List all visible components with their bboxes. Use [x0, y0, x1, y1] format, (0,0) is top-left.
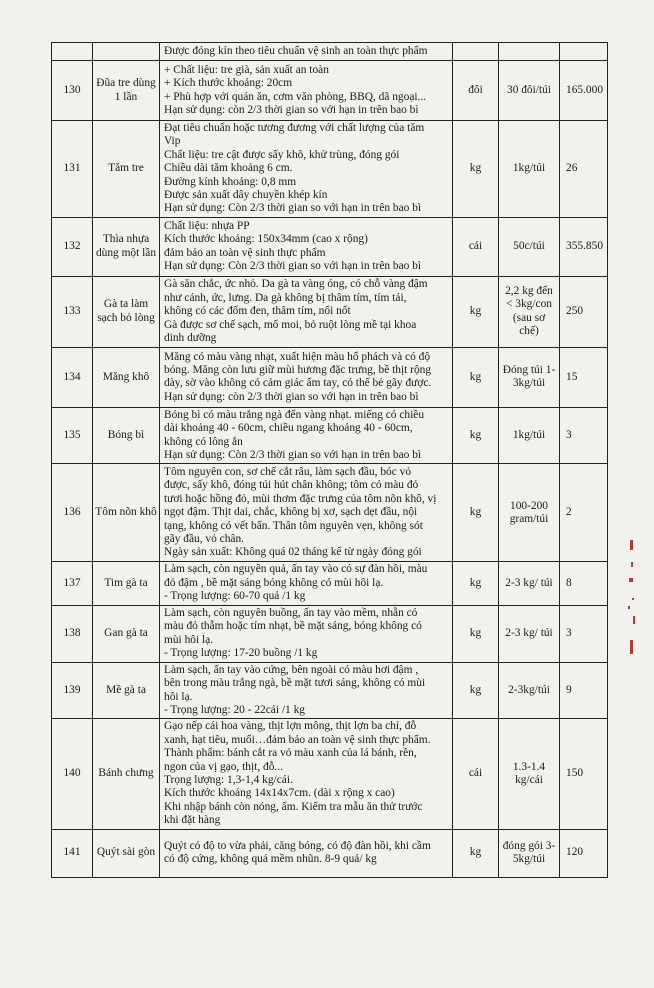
row-number: 135 [52, 407, 93, 464]
table-row [52, 347, 608, 407]
description-line: Được sản xuất dây chuyền khép kín [164, 189, 328, 202]
product-name: Quýt sài gòn [93, 829, 160, 877]
description-line: Trọng lượng: 1,3-1,4 kg/cái. [164, 773, 293, 786]
description-line: Hạn sử dụng: Còn 2/3 thời gian so với hạn in trên bao bì [164, 202, 422, 215]
row-number: 132 [52, 217, 93, 276]
row-number: 133 [52, 276, 93, 347]
product-description [160, 407, 453, 464]
description-line: Bóng bì có màu trắng ngà đến vàng nhạt. miếng có chiều [164, 408, 425, 421]
description-line: Ngày sản xuất: Không quá 02 tháng kể từ ngày đóng gói [164, 546, 422, 559]
description-line: Làm sạch, ấn tay vào cứng, bên ngoài có màu hơi đậm , [164, 663, 419, 676]
description-line: Làm sạch, còn nguyên buồng, ấn tay vào mềm, nhẵn có [164, 606, 418, 619]
packaging-spec: 2,2 kg đến < 3kg/con (sau sơ chế) [499, 276, 560, 347]
product-name: Bánh chưng [93, 719, 160, 829]
packaging-spec: 2-3 kg/ túi [499, 562, 560, 605]
quantity: 9 [560, 662, 608, 719]
unit-of-measure: đôi [453, 61, 499, 121]
description-line: Tôm nguyên con, sơ chế cắt râu, làm sạch đầu, bóc vỏ [164, 466, 412, 479]
description-line: + Chất liệu: tre già, sản xuất an toàn [164, 63, 329, 76]
table-row [52, 217, 608, 276]
description-line: Quýt có độ to vừa phải, căng bóng, có độ đàn hồi, khi cầm [164, 839, 431, 852]
description-line: dinh dưỡng [164, 331, 217, 344]
unit-of-measure: kg [453, 121, 499, 218]
unit-of-measure: kg [453, 829, 499, 877]
margin-stamp-marks [626, 540, 646, 660]
row-number: 130 [52, 61, 93, 121]
quantity: 120 [560, 829, 608, 877]
description-line: xanh, hạt tiêu, muối…đảm bảo an toàn vệ sinh thực phẩm. [164, 733, 431, 746]
packaging-spec: 1.3-1.4 kg/cái [499, 719, 560, 829]
quantity: 3 [560, 605, 608, 662]
description-line: Đường kính khoảng: 0,8 mm [164, 175, 297, 188]
description-line: dài khoảng 40 - 60cm, chiều ngang khoảng 40 - 60cm, [164, 422, 413, 435]
description-line: hôi lạ. [164, 690, 193, 703]
quantity: 150 [560, 719, 608, 829]
description-line: được, sấy khô, đóng túi hút chân không; tôm có màu đỏ [164, 479, 419, 492]
product-name: Tăm tre [93, 121, 160, 218]
quantity: 250 [560, 276, 608, 347]
description-line: Gà được sơ chế sạch, mổ moi, bỏ ruột lòng mề tại khoa [164, 318, 417, 331]
description-line: tươi hoặc hồng đỏ, mùi thơm đặc trưng của tôm nõn khô, vị [164, 492, 437, 505]
product-description [160, 217, 453, 276]
unit-of-measure: kg [453, 662, 499, 719]
description-line: Măng có màu vàng nhạt, xuất hiện màu hổ phách và có độ [164, 350, 431, 363]
quantity: 165.000 [560, 61, 608, 121]
header-continuation-row [52, 43, 608, 61]
row-number: 139 [52, 662, 93, 719]
description-line: bên trong màu trắng ngà, bề mặt tươi sáng, không có mùi [164, 677, 426, 690]
table-row [52, 719, 608, 829]
packaging-spec: 1kg/túi [499, 121, 560, 218]
packaging-spec: Đóng túi 1-3kg/túi [499, 347, 560, 407]
quantity: 8 [560, 562, 608, 605]
packaging-spec: đóng gói 3-5kg/túi [499, 829, 560, 877]
quantity: 2 [560, 464, 608, 562]
product-description [160, 562, 453, 605]
description-line: Đạt tiêu chuẩn hoặc tương đương với chất lượng của tăm [164, 122, 425, 134]
product-description [160, 829, 453, 877]
table-row [52, 61, 608, 121]
description-line: Vip [164, 135, 181, 148]
packaging-spec: 2-3kg/túi [499, 662, 560, 719]
description-line: Thành phẩm: bánh cắt ra vỏ màu xanh của lá bánh, rền, [164, 747, 417, 760]
description-line: gãy đầu, vỏ chân. [164, 533, 245, 546]
row-number: 134 [52, 347, 93, 407]
unit-of-measure: kg [453, 276, 499, 347]
table-row [52, 276, 608, 347]
product-name: Gà ta làm sạch bỏ lòng [93, 276, 160, 347]
description-line: ngọt đậm. Thịt dai, chắc, không bị xơ, sạch dẹt đầu, nội [164, 506, 418, 519]
table-row [52, 605, 608, 662]
description-line: Kích thước khoảng: 150x34mm (cao x rộng) [164, 233, 368, 246]
row-number: 138 [52, 605, 93, 662]
product-description [160, 121, 453, 218]
packaging-spec: 1kg/túi [499, 407, 560, 464]
description-line: - Trọng lượng: 17-20 buồng /1 kg [164, 647, 318, 660]
description-line: bóng. Măng còn lưu giữ mùi hương đặc trưng, bề thịt rộng [164, 363, 432, 376]
header-continuation-text: Được đóng kín theo tiêu chuẩn vệ sinh an toàn thực phẩm [160, 43, 453, 61]
product-name: Bóng bì [93, 407, 160, 464]
product-description [160, 61, 453, 121]
description-line: Kích thước khoảng 14x14x7cm. (dài x rộng x cao) [164, 787, 395, 800]
product-description [160, 719, 453, 829]
packaging-spec: 50c/túi [499, 217, 560, 276]
description-line: Hạn sử dụng: còn 2/3 thời gian so với hạn in trên bao bì [164, 390, 419, 403]
description-line: có độ cứng, không quá mềm nhũn. 8-9 quả/ kg [164, 853, 377, 866]
description-line: Làm sạch, còn nguyên quả, ấn tay vào có sự đàn hồi, màu [164, 563, 428, 576]
table-row [52, 407, 608, 464]
description-line: Gạo nếp cái hoa vàng, thịt lợn mông, thịt lợn ba chỉ, đỗ [164, 720, 417, 733]
packaging-spec: 2-3 kg/ túi [499, 605, 560, 662]
packaging-spec: 30 đôi/túi [499, 61, 560, 121]
unit-of-measure: kg [453, 562, 499, 605]
description-line: Hạn sử dụng: Còn 2/3 thời gian so với hạn in trên bao bì [164, 449, 422, 462]
description-line: đảm bảo an toàn vệ sinh thực phẩm [164, 246, 326, 259]
unit-of-measure: kg [453, 605, 499, 662]
description-line: dày, sờ vào không có cảm giác ẩm tay, có thể bẻ gãy được. [164, 377, 432, 390]
product-name: Thìa nhựa dùng một lần [93, 217, 160, 276]
packaging-spec: 100-200 gram/túi [499, 464, 560, 562]
description-line: tạng, không có vết bẩn. Thân tôm nguyên vẹn, không sót [164, 519, 423, 532]
product-name: Gan gà ta [93, 605, 160, 662]
description-line: Khi nhập bánh còn nóng, ẩm. Kiểm tra mẫu ăn thử trước [164, 800, 423, 813]
product-name: Măng khô [93, 347, 160, 407]
product-name: Mề gà ta [93, 662, 160, 719]
table-row [52, 829, 608, 877]
description-line: Chiều dài tăm khoảng 6 cm. [164, 162, 293, 175]
product-description [160, 605, 453, 662]
row-number: 140 [52, 719, 93, 829]
description-line: không có lông ắn [164, 435, 243, 448]
description-line: Gà săn chắc, ức nhỏ. Da gà ta vàng óng, có chỗ vàng đậm [164, 278, 428, 291]
description-line: Hạn sử dụng: còn 2/3 thời gian so với hạn in trên bao bì [164, 103, 419, 116]
unit-of-measure: cái [453, 217, 499, 276]
quantity: 26 [560, 121, 608, 218]
table-row [52, 464, 608, 562]
unit-of-measure: cái [453, 719, 499, 829]
product-description [160, 347, 453, 407]
description-line: Hạn sử dụng: Còn 2/3 thời gian so với hạn in trên bao bì [164, 260, 422, 273]
product-spec-table [51, 42, 608, 878]
description-line: khi đặt hàng [164, 814, 221, 827]
product-name: Tôm nõn khô [93, 464, 160, 562]
description-line: - Trọng lượng: 20 - 22cái /1 kg [164, 703, 305, 716]
description-line: không có các đốm đen, thâm tím, nổi nốt [164, 305, 351, 318]
description-line: Chất liệu: nhựa PP [164, 220, 250, 233]
description-line: + Kích thước khoảng: 20cm [164, 77, 293, 90]
description-line: + Phù hợp với quán ăn, cơm văn phòng, BBQ, dã ngoại... [164, 90, 427, 103]
quantity: 3 [560, 407, 608, 464]
description-line: - Trọng lượng: 60-70 quả /1 kg [164, 590, 306, 603]
product-name: Đũa tre dùng 1 lần [93, 61, 160, 121]
description-line: mùi hôi lạ. [164, 633, 214, 646]
unit-of-measure: kg [453, 407, 499, 464]
table-row [52, 121, 608, 218]
description-line: đỏ đậm , bề mặt sáng bóng không có mùi hôi lạ. [164, 576, 384, 589]
row-number: 131 [52, 121, 93, 218]
description-line: ngon của vị gạo, thịt, đỗ... [164, 760, 283, 773]
description-line: màu đỏ thẫm hoặc tím nhạt, bề mặt sáng, bóng không có [164, 620, 422, 633]
table-row [52, 562, 608, 605]
description-line: như cánh, ức, lưng. Da gà không bị thâm tím, tím tái, [164, 291, 407, 304]
row-number: 137 [52, 562, 93, 605]
product-description [160, 464, 453, 562]
quantity: 15 [560, 347, 608, 407]
unit-of-measure: kg [453, 464, 499, 562]
row-number: 141 [52, 829, 93, 877]
product-description [160, 662, 453, 719]
row-number: 136 [52, 464, 93, 562]
product-name: Tim gà ta [93, 562, 160, 605]
unit-of-measure: kg [453, 347, 499, 407]
table-row [52, 662, 608, 719]
product-description [160, 276, 453, 347]
description-line: Chất liệu: tre cật được sấy khô, khử trùng, đóng gói [164, 148, 400, 161]
quantity: 355.850 [560, 217, 608, 276]
